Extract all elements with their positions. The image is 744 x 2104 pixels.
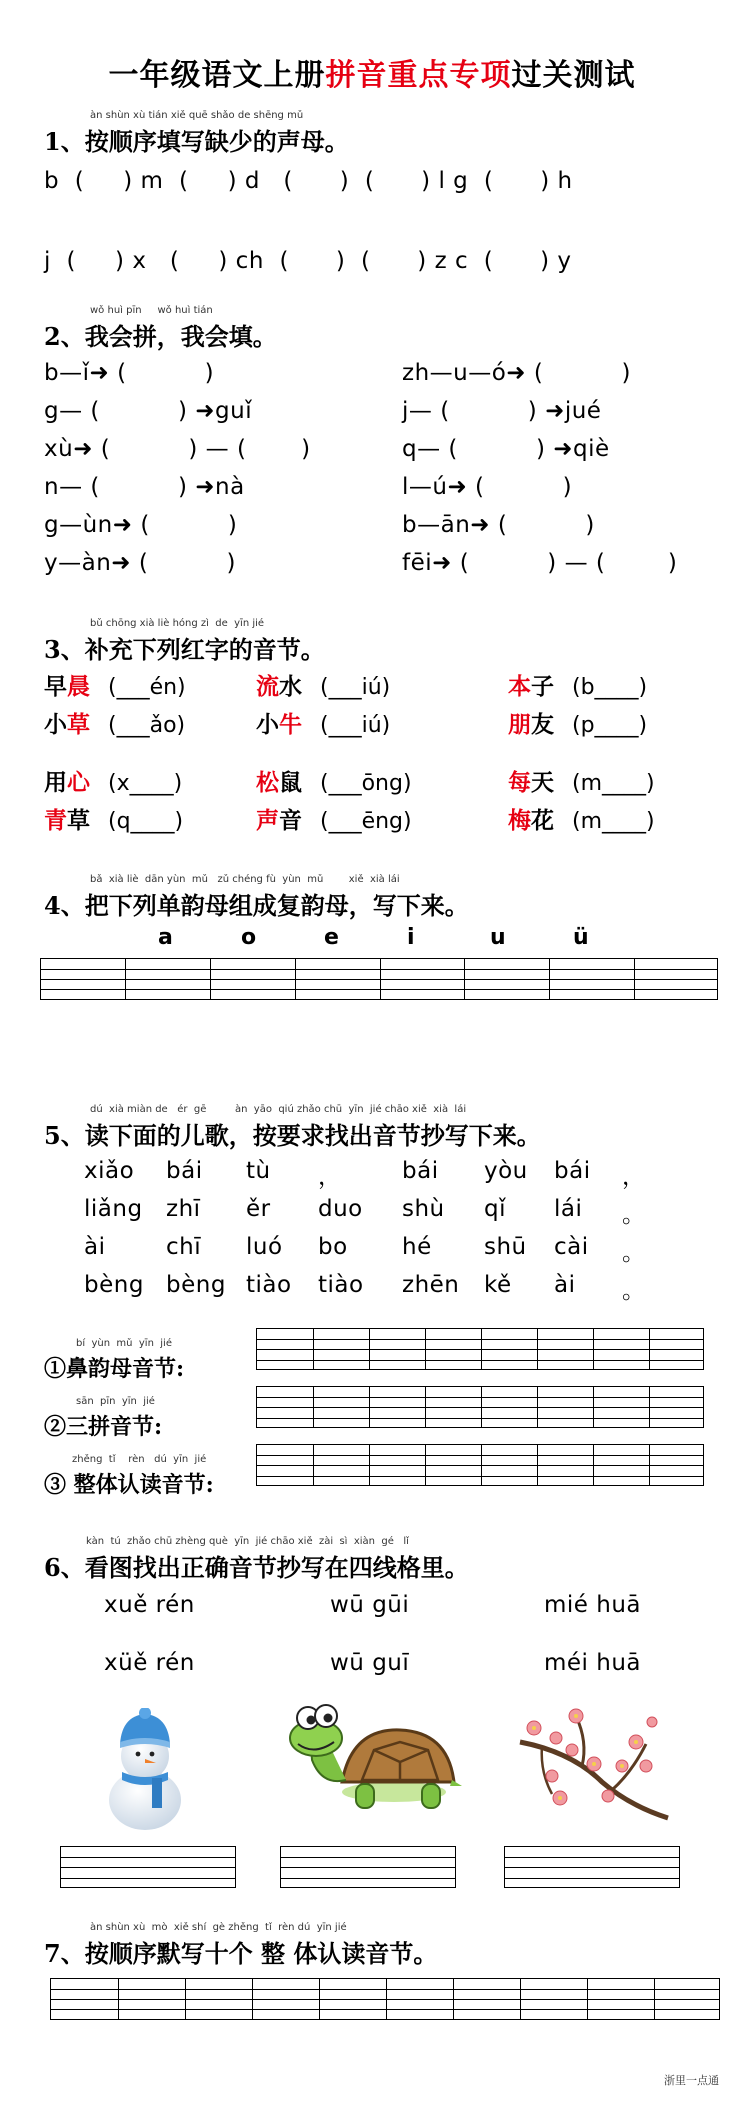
q3-red-char: 晨 <box>67 673 90 700</box>
q2-left-item[interactable]: y—àn➜ ( ) <box>44 550 236 576</box>
q6-pinyin: kàn tú zhǎo chū zhèng què yīn jié chāo xiě zài sì xiàn gé lǐ <box>86 1536 409 1547</box>
q5-sub1-pinyin: bí yùn mǔ yīn jié <box>76 1338 172 1349</box>
q3-black-char: 小 <box>256 711 279 738</box>
q5-poem-word: hé <box>402 1234 432 1260</box>
q2-right-item[interactable]: l—ú➜ ( ) <box>402 474 573 500</box>
q3-black-char: 早 <box>44 673 67 700</box>
q3-answer-blank[interactable]: (m____) <box>572 771 655 796</box>
q3-black-char: 友 <box>531 711 554 738</box>
q3-pinyin: bǔ chōng xià liè hóng zì de yīn jié <box>90 618 265 629</box>
q2-right-item[interactable]: j— ( ) ➜jué <box>402 398 602 424</box>
q4-pinyin: bǎ xià liè dān yùn mǔ zǔ chéng fù yùn mǔ xiě xià lái <box>90 874 400 885</box>
q6-writing-grid-2[interactable] <box>280 1846 456 1888</box>
q3-black-char: 水 <box>279 673 302 700</box>
q6-option[interactable]: xüě rén <box>104 1650 195 1676</box>
q3-black-char: 鼠 <box>279 769 302 796</box>
q3-red-char: 草 <box>67 711 90 738</box>
q3-red-char: 牛 <box>279 711 302 738</box>
q2-right-item[interactable]: fēi➜ ( ) — ( ) <box>402 550 678 576</box>
q5-poem-word: xiǎo <box>84 1158 135 1184</box>
q4-writing-grid[interactable] <box>40 958 718 1000</box>
q2-right-item[interactable]: b—ān➜ ( ) <box>402 512 595 538</box>
q3-black-char: 子 <box>531 673 554 700</box>
q2-left-item[interactable]: b—ǐ➜ ( ) <box>44 360 215 386</box>
q6-option[interactable]: wū gūi <box>330 1592 410 1618</box>
q5-poem-word: bèng <box>166 1272 226 1298</box>
q2-right-item[interactable]: q— ( ) ➜qiè <box>402 436 610 462</box>
q6-writing-grid-3[interactable] <box>504 1846 680 1888</box>
q5-poem-word: bái <box>402 1158 439 1184</box>
q3-red-char: 每 <box>508 769 531 796</box>
q3-red-char: 青 <box>44 807 67 834</box>
q7-heading: 7、按顺序默写十个 整 体认读音节。 <box>44 1939 438 1968</box>
q3-answer-blank[interactable]: (x____) <box>108 771 183 796</box>
q5-poem-word: bái <box>166 1158 203 1184</box>
q3-black-char: 用 <box>44 769 67 796</box>
turtle-picture <box>282 1700 464 1830</box>
plum-blossom-picture <box>512 1702 672 1826</box>
q5-nasal-grid[interactable] <box>256 1328 704 1370</box>
q5-poem-word: duo <box>318 1196 363 1222</box>
q3-black-char: 天 <box>531 769 554 796</box>
q1-heading: 1、按顺序填写缺少的声母。 <box>44 127 349 156</box>
q3-answer-blank[interactable]: (b____) <box>572 675 648 700</box>
q3-item <box>508 706 647 739</box>
q3-answer-blank[interactable]: (m____) <box>572 809 655 834</box>
q3-answer-blank[interactable]: (___én) <box>108 675 186 700</box>
q5-poem-word: bèng <box>84 1272 144 1298</box>
q5-sub2-pinyin: sān pīn yīn jié <box>76 1396 155 1407</box>
q2-right-item[interactable]: zh—u—ó➜ ( ) <box>402 360 631 386</box>
q3-item <box>256 802 412 835</box>
q5-poem-word: yòu <box>484 1158 528 1184</box>
q3-item <box>44 802 183 835</box>
q6-option[interactable]: mié huā <box>544 1592 642 1618</box>
q3-black-char: 音 <box>279 807 302 834</box>
q7-pinyin: àn shùn xù mò xiě shí gè zhěng tǐ rèn dú yīn jié <box>90 1922 347 1933</box>
q7-writing-grid[interactable] <box>50 1978 720 2020</box>
q3-heading: 3、补充下列红字的音节。 <box>44 635 325 664</box>
q3-answer-blank[interactable]: (___ēng) <box>320 809 412 834</box>
q4-vowel: i <box>407 925 415 950</box>
q5-whole-syllable-grid[interactable] <box>256 1444 704 1486</box>
q1-row-1: b ( ) m ( ) d ( ) ( ) l g ( ) h <box>44 168 573 194</box>
q4-vowel: o <box>241 925 257 950</box>
q3-red-char: 本 <box>508 673 531 700</box>
q2-left-item[interactable]: xù➜ ( ) — ( ) <box>44 436 311 462</box>
q1-row-2: j ( ) x ( ) ch ( ) ( ) z c ( ) y <box>44 248 572 274</box>
q5-poem-word: 。 <box>622 1278 646 1304</box>
q5-poem-word: ài <box>84 1234 106 1260</box>
q2-left-item[interactable]: g— ( ) ➜guǐ <box>44 398 253 424</box>
q6-writing-grid-1[interactable] <box>60 1846 236 1888</box>
q3-item <box>256 764 412 797</box>
q4-vowel: e <box>324 925 339 950</box>
q5-poem-word: bái <box>554 1158 591 1184</box>
q3-red-char: 流 <box>256 673 279 700</box>
q3-answer-blank[interactable]: (p____) <box>572 713 648 738</box>
q1-pinyin: àn shùn xù tián xiě quē shǎo de shēng mǔ <box>90 110 304 121</box>
q5-heading: 5、读下面的儿歌，按要求找出音节抄写下来。 <box>44 1121 541 1150</box>
q5-sub2-label: ②三拼音节: <box>44 1414 163 1440</box>
q4-vowel: ü <box>573 925 589 950</box>
q3-item <box>508 764 655 797</box>
q5-poem-word: zhī <box>166 1196 201 1222</box>
q6-option[interactable]: wū guī <box>330 1650 410 1676</box>
q3-answer-blank[interactable]: (___iú) <box>320 675 391 700</box>
q3-red-char: 松 <box>256 769 279 796</box>
q5-poem-word: ， <box>318 1164 342 1190</box>
q6-option[interactable]: xuě rén <box>104 1592 195 1618</box>
q3-answer-blank[interactable]: (q____) <box>108 809 184 834</box>
q5-poem-word: cài <box>554 1234 589 1260</box>
q2-heading: 2、我会拼，我会填。 <box>44 322 277 351</box>
q3-item <box>44 764 182 797</box>
q5-sub3-label: ③ 整体认读音节: <box>44 1472 214 1498</box>
q5-poem-word: lái <box>554 1196 583 1222</box>
q5-poem-word: liǎng <box>84 1196 143 1222</box>
q3-answer-blank[interactable]: (___ōng) <box>320 771 412 796</box>
q5-poem-word: shù <box>402 1196 445 1222</box>
q5-poem-word: luó <box>246 1234 283 1260</box>
q3-red-char: 声 <box>256 807 279 834</box>
q5-poem-word: tiào <box>246 1272 292 1298</box>
q3-item <box>44 668 186 701</box>
q5-poem-word: 。 <box>622 1240 646 1266</box>
snowman-picture <box>100 1708 190 1830</box>
q6-heading: 6、看图找出正确音节抄写在四线格里。 <box>44 1553 469 1582</box>
q2-pinyin: wǒ huì pīn wǒ huì tián <box>90 305 213 316</box>
q3-answer-blank[interactable]: (___ǎo) <box>108 713 186 738</box>
q3-red-char: 梅 <box>508 807 531 834</box>
q3-red-char: 朋 <box>508 711 531 738</box>
q5-sub3-pinyin: zhěng tǐ rèn dú yīn jié <box>72 1454 207 1465</box>
q5-poem-word: ěr <box>246 1196 271 1222</box>
q4-heading: 4、把下列单韵母组成复韵母，写下来。 <box>44 891 469 920</box>
q5-poem-word: 。 <box>622 1202 646 1228</box>
q5-three-spell-grid[interactable] <box>256 1386 704 1428</box>
q5-poem-word: shū <box>484 1234 527 1260</box>
q5-poem-word: ài <box>554 1272 576 1298</box>
q3-black-char: 小 <box>44 711 67 738</box>
q5-poem-word: tù <box>246 1158 271 1184</box>
q3-red-char: 心 <box>67 769 90 796</box>
q3-item <box>256 668 390 701</box>
footer-watermark: 浙里一点通 <box>664 2074 719 2087</box>
q5-sub1-label: ①鼻韵母音节: <box>44 1356 185 1382</box>
page-title: 一年级语文上册拼音重点专项过关测试 <box>108 58 636 93</box>
q5-poem-word: chī <box>166 1234 202 1260</box>
q3-black-char: 草 <box>67 807 90 834</box>
q5-poem-word: kě <box>484 1272 512 1298</box>
q3-item <box>256 706 390 739</box>
q4-vowel: u <box>490 925 506 950</box>
q5-poem-word: ， <box>622 1164 646 1190</box>
q2-left-item[interactable]: g—ùn➜ ( ) <box>44 512 238 538</box>
q6-option[interactable]: méi huā <box>544 1650 642 1676</box>
q3-answer-blank[interactable]: (___iú) <box>320 713 391 738</box>
q3-item <box>508 802 655 835</box>
q5-poem-word: bo <box>318 1234 348 1260</box>
q4-vowel: a <box>158 925 173 950</box>
q3-item <box>508 668 647 701</box>
q5-poem-word: tiào <box>318 1272 364 1298</box>
q5-poem-word: qǐ <box>484 1196 506 1222</box>
q2-left-item[interactable]: n— ( ) ➜nà <box>44 474 245 500</box>
q3-item <box>44 706 185 739</box>
q5-poem-word: zhēn <box>402 1272 460 1298</box>
q5-pinyin: dú xià miàn de ér gē àn yāo qiú zhǎo chū yīn jié chāo xiě xià lái <box>90 1104 467 1115</box>
q3-black-char: 花 <box>531 807 554 834</box>
